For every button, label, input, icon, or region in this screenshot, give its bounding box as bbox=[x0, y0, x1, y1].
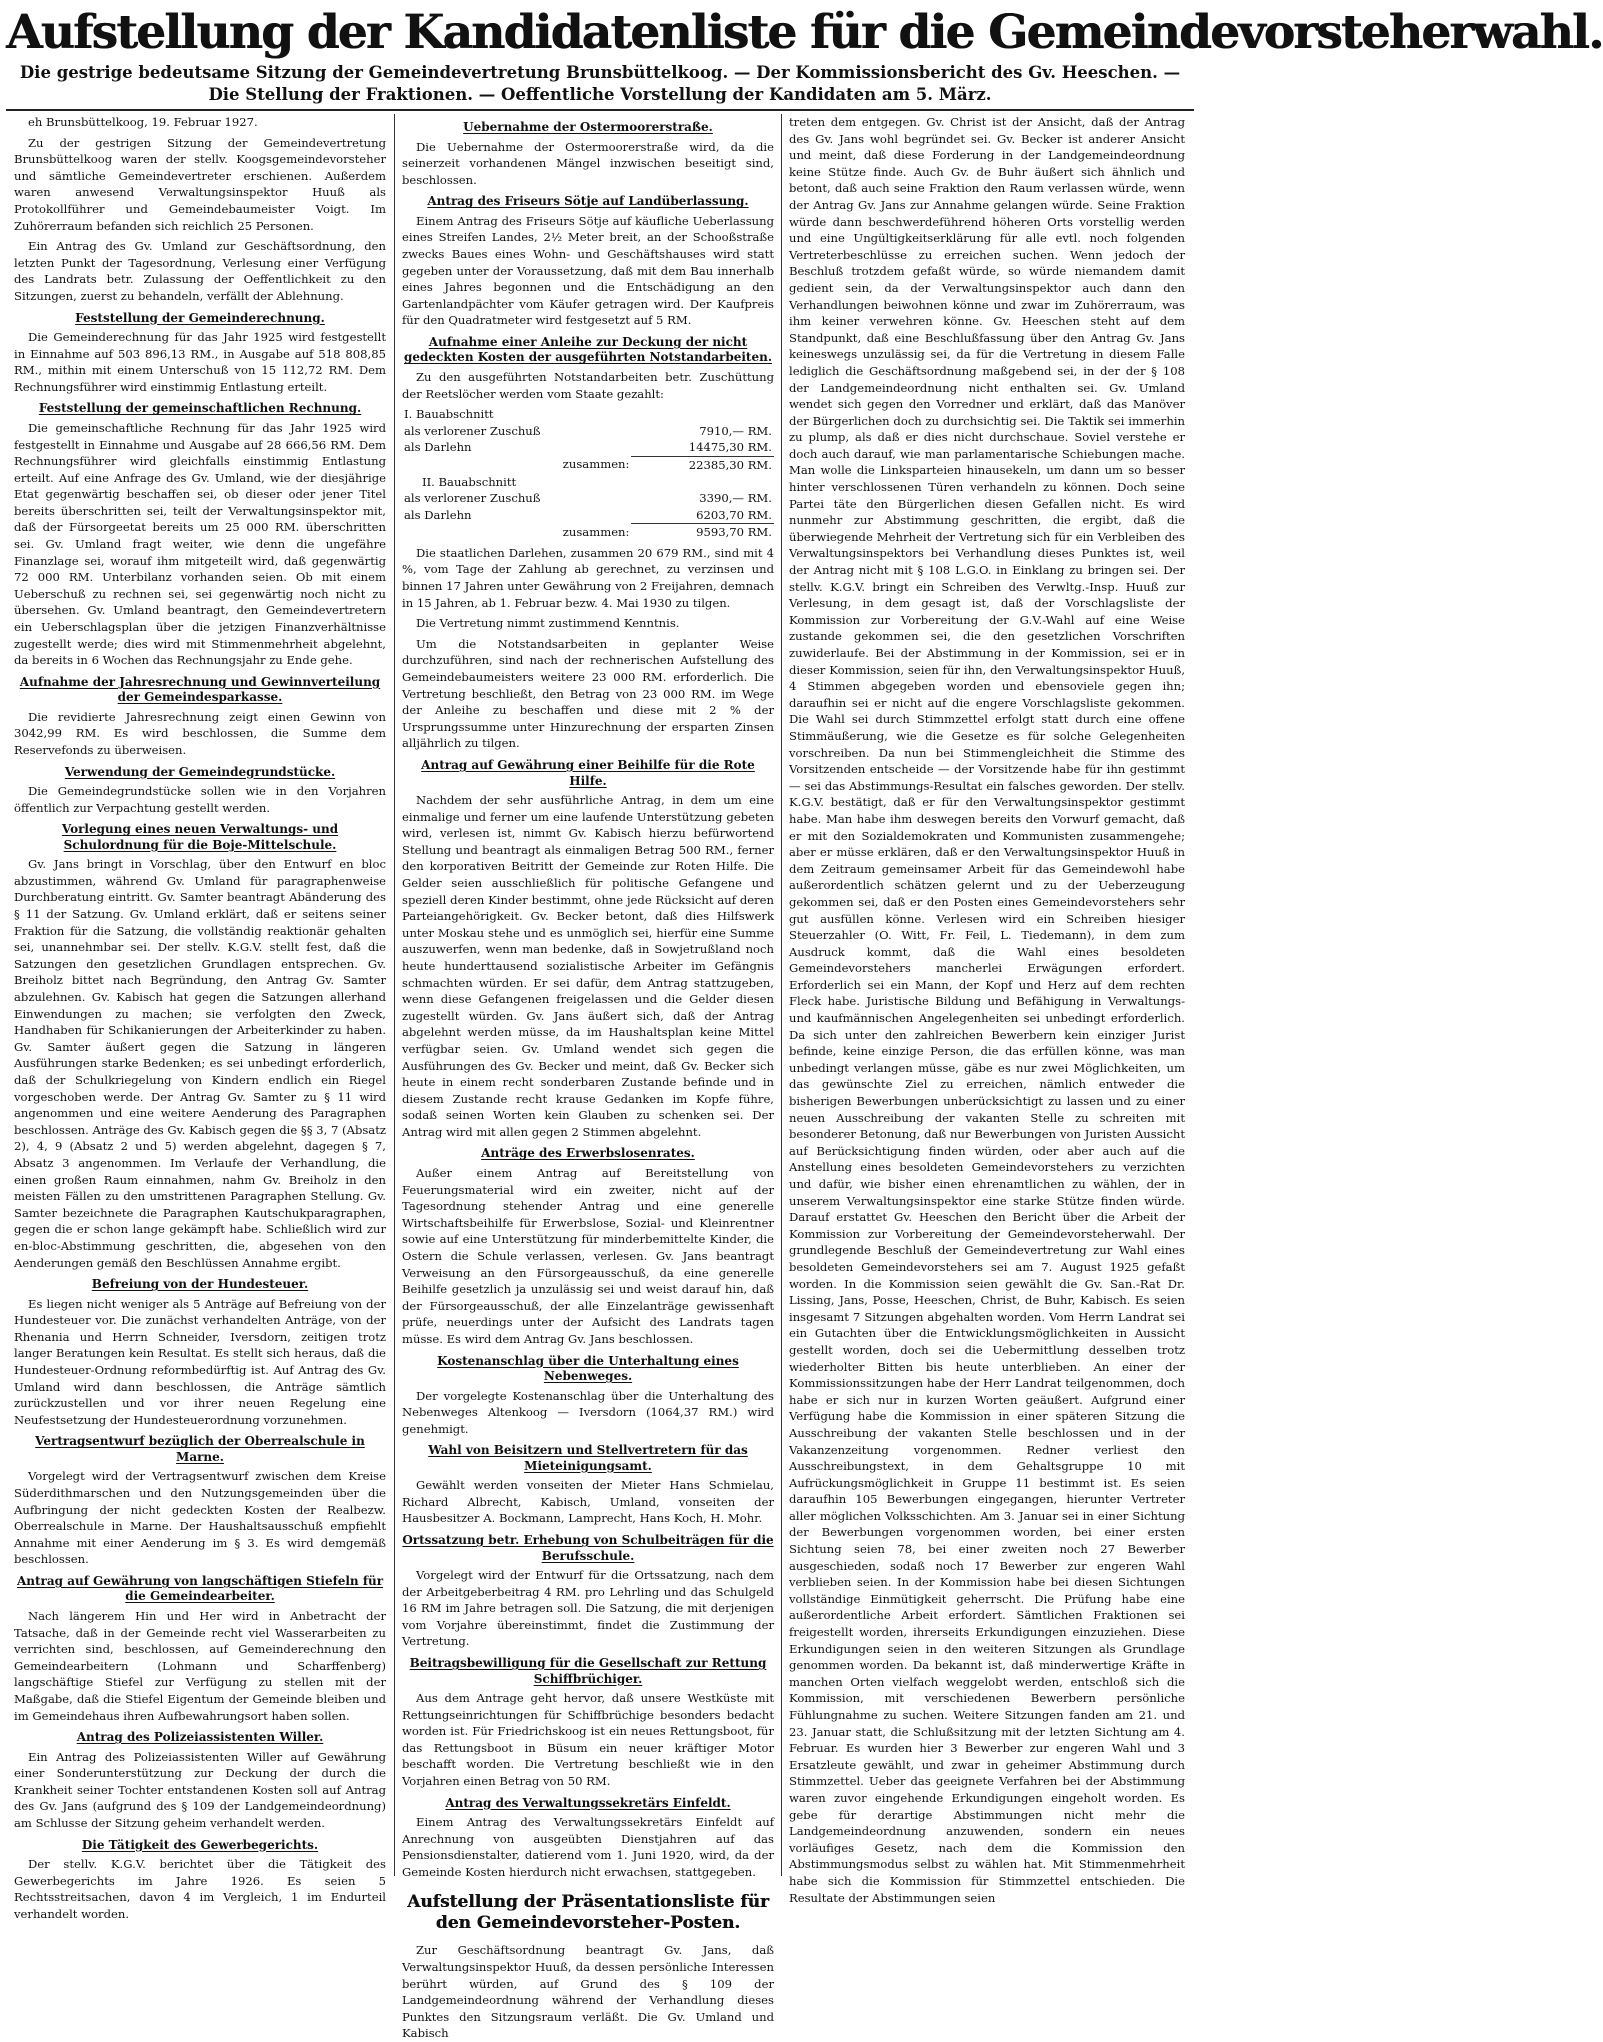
section-heading: Uebernahme der Ostermoorerstraße. bbox=[463, 120, 713, 134]
column-divider-1 bbox=[394, 114, 395, 1876]
section-heading: Die Tätigkeit des Gewerbegerichts. bbox=[81, 1837, 319, 1852]
paragraph: Nachdem der sehr ausführliche Antrag, in dem um eine einmalige und ferner um eine laufende Unterstützung gebeten wird, verlesen ist, nimmt Gv. Kabisch hierzu befürwortend Stellung und beantragt als einmaligen Betrag 500 RM., ferner den korporativen Beitritt der Gemeinde zur Roten Hilfe. Die Gelder seien ausschließlich für politische Gefangene und speziell deren Kinder bestimmt, ohne jede Rücksicht auf deren Parteiangehörigkeit. Gv. Becker betont, daß dies Hilfswerk unter Moskau stehe und es unmöglich sei, hierfür eine Summe auszuwerfen, wenn man bedenke, daß in Sowjetrußland noch heute hunderttausend sozialistische Arbeiter im Gefängnis schmachten würden. Er sei dafür, dem Antrag stattzugeben, wenn diese Gefangenen freigelassen und die Gelder diesen zugestellt würden. Gv. Jans äußert sich, daß der Antrag abgelehnt werden müsse, da im Haushaltsplan keine Mittel verfügbar seien. Gv. Umland wendet sich gegen die Ausführungen des Gv. Becker und meint, daß Gv. Becker sich heute in einem recht sonderbaren Zustande befinde und in diesem Zustande recht krause Gedanken im Kopfe führe, sodaß seinen Worten kein Glauben zu schenken sei. Der Antrag wird mit allen gegen 2 Stimmen abgelehnt. bbox=[402, 793, 774, 1139]
section-heading: Feststellung der Gemeinderechnung. bbox=[75, 310, 325, 325]
table-label: als verlorener Zuschuß bbox=[404, 423, 541, 438]
section-heading: Kostenanschlag über die Unterhaltung eines Nebenweges. bbox=[437, 1353, 739, 1383]
section-heading: Antrag des Verwaltungssekretärs Einfeldt. bbox=[445, 1795, 731, 1810]
dateline: eh Brunsbüttelkoog, 19. Februar 1927. bbox=[28, 115, 258, 129]
paragraph: Die Gemeinderechnung für das Jahr 1925 wird festgestellt in Einnahme auf 503 896,13 RM., in Ausgabe auf 518 808,85 RM., mithin mit einem Unterschuß von 15 112,72 RM. Dem Rechnungsführer wird einstimmig Entlastung erteilt. bbox=[14, 330, 386, 394]
section-heading: Vorlegung eines neuen Verwaltungs- und Schulordnung für die Boje-Mittelschule. bbox=[61, 822, 339, 852]
table-label: zusammen: bbox=[562, 457, 630, 472]
section-heading: Antrag des Polizeiassistenten Willer. bbox=[76, 1730, 324, 1745]
table-label: als verlorener Zuschuß bbox=[404, 491, 541, 506]
paragraph: Gewählt werden vonseiten der Mieter Hans Schmielau, Richard Albrecht, Kabisch, Umland, vonseiten der Hausbesitzer A. Bockmann, Lamprecht, Hans Koch, H. Mohr. bbox=[402, 1478, 774, 1526]
section-heading: Anträge des Erwerbslosenrates. bbox=[481, 1146, 695, 1161]
paragraph: Ein Antrag des Polizeiassistenten Willer auf Gewährung einer Sonderunterstützung zur Deckung der durch die Krankheit seiner Tochter entstandenen Kosten soll auf Antrag des Gv. Jans (aufgrund des § 109 der Landgemeindeordnung) am Schlusse der Sitzung geheim verhandelt werden. bbox=[14, 1749, 386, 1830]
column-divider-2 bbox=[781, 114, 782, 1876]
section-heading: Ortssatzung betr. Erhebung von Schulbeiträgen für die Berufsschule. bbox=[402, 1533, 774, 1563]
paragraph: Die Uebernahme der Ostermoorerstraße wird, da die seinerzeit vorhandenen Mängel inzwischen beseitigt sind, beschlossen. bbox=[402, 139, 774, 187]
paragraph: Einem Antrag des Verwaltungssekretärs Einfeldt auf Anrechnung von ausgeübten Dienstjahren auf das Pensionsdienstalter, datierend vom 1. Juni 1920, wird, da der Gemeinde Kosten hierdurch nicht erwachsen, stattgegeben. bbox=[402, 1815, 774, 1879]
paragraph: Die revidierte Jahresrechnung zeigt einen Gewinn von 3042,99 RM. Es wird beschlossen, die Summe dem Reservefonds zu überweisen. bbox=[14, 709, 386, 757]
column-3 bbox=[789, 114, 1185, 1905]
section-heading: Beitragsbewilligung für die Gesellschaft zur Rettung Schiffbrüchiger. bbox=[409, 1656, 767, 1686]
paragraph: treten dem entgegen. Gv. Christ ist der Ansicht, daß der Antrag des Gv. Jans wohl begründet sei. Gv. Becker ist anderer Ansicht und meint, daß diese Forderung in der Landgemeindeordnung keine Stütze finde. Auch Gv. de Buhr äußert sich ähnlich und betont, daß auch seine Fraktion den Raum verlassen würde, wenn der Antrag Gv. Jans zur Annahme gelangen würde. Seine Fraktion würde dann beschwerdeführend höheren Orts vorstellig werden und eine Ungültigkeitserklärung für alle evtl. noch folgenden Vertreterbeschlüsse zu erreichen suchen. Wenn jedoch der Beschluß trotzdem gefaßt würde, so würde niemandem damit gedient sein, da der Verwaltungsinspektor auch dann den Verhandlungen beiwohnen könne und zwar im Zuhörerraum, was ihm keiner verwehren könne. Gv. Heeschen steht auf dem Standpunkt, daß eine Beschlußfassung über den Antrag Gv. Jans keineswegs unzulässig sei, da für die Vertretung in diesem Falle lediglich die Geschäftsordnung maßgebend sei, in der der § 108 der Landgemeindeordnung nicht enthalten sei. Gv. Umland wendet sich gegen den Vorredner und erklärt, daß das Manöver der Bürgerlichen doch zu durchsichtig sei. Die Taktik sei immerhin zu plump, als daß er dies nicht durchschaue. Soviel verstehe er doch auch darauf, wie man parlamentarische Schiebungen mache. Man wolle die Linksparteien hinausekeln, um dann um so besser hinter verschlossenen Türen verhandeln zu können. Doch seine Partei täte den Bürgerlichen diesen Gefallen nicht. Es wird nunmehr zur Abstimmung geschritten, die ergibt, daß die überwiegende Mehrheit der Vertretung sich für ein Verbleiben des Verwaltungsinspektors bei Verhandlung dieses Punktes ist, weil der Antrag nicht mit § 108 L.G.O. in Einklang zu bringen sei. Der stellv. K.G.V. bringt ein Schreiben des Verwltg.-Insp. Huuß zur Verlesung, in dem gesagt ist, daß der Vorschlagsliste der Kommission zur Vorbereitung der G.V.-Wahl auf eine Weise zustande gekommen sei, die den gesetzlichen Vorschriften zuwiderlaufe. Bei der Abstimmung in der Kommission, sei er in dieser Kommission, seien für ihn, den Verwaltungsinspektor Huuß, 4 Stimmen abgegeben worden und ebensoviele gegen ihn; daraufhin sei er nicht auf die engere Vorschlagsliste gekommen. Die Wahl sei durch Stimmzettel erfolgt statt durch eine offene Stimmäußerung, wie die Gesetze es für solche Gelegenheiten vorschreiben. Da nun bei Stimmengleichheit die Stimme des Vorsitzenden entscheide — der Vorsitzende habe für ihn gestimmt — sei das Abstimmungs-Resultat ein falsches geworden. Der stellv. K.G.V. bestätigt, daß er für den Verwaltungsinspektor gestimmt habe. Man habe ihm deswegen bereits den Vorwurf gemacht, daß er mit den Sozialdemokraten und Kommunisten zusammengehe; aber er müsse erklären, daß er den Verwaltungsinspektor Huuß in dem Zeitraum gemeinsamer Arbeit für das Gemeindewohl habe außerordentlich schätzen gelernt und zu der Ueberzeugung gekommen sei, daß er den Posten eines Gemeindevorstehers sehr gut ausfüllen könne. Verlesen wird ein Schreiben hiesiger Steuerzahler (O. Witt, Fr. Feil, L. Tiedemann), in dem zum Ausdruck kommt, daß die Wahl eines besoldeten Gemeindevorstehers mancherlei Erwägungen erfordert. Erforderlich sei ein Mann, der Kopf und Herz auf dem rechten Fleck habe. Juristische Bildung und Befähigung in Verwaltungs- und kaufmännischen Angelegenheiten sei unbedingt erforderlich. Da sich unter den zahlreichen Bewerbern kein einziger Jurist befinde, keine einzige Person, die das erfüllen könne, was man unbedingt verlangen müsse, gäbe es nur zwei Möglichkeiten, um das gewünschte Ziel zu erreichen, nämlich entweder die bisherigen Bewerbungen unberücksichtigt zu lassen und zu einer neuen Ausschreibung der vakanten Stelle zu schreiten mit besonderer Betonung, daß nur Bewerbungen von Juristen Aussicht auf Berücksichtigung finden würden, oder aber auch auf die Anstellung eines besoldeten Gemeindevorstehers zu verzichten und dafür, wie bisher einen ehrenamtlichen zu wählen, der in unserem Verwaltungsinspektor eine starke Stütze finden würde. Darauf erstattet Gv. Heeschen den Bericht über die Arbeit der Kommission zur Vorbereitung der Gemeindevorsteherwahl. Der grundlegende Beschluß der Gemeindevertretung zur Wahl eines besoldeten Gemeindevorstehers sei am 7. August 1925 gefaßt worden. In die Kommission seien gewählt die Gv. San.-Rat Dr. Lissing, Jans, Posse, Heeschen, Christ, de Buhr, Kabisch. Es seien insgesamt 7 Sitzungen abgehalten worden. Vom Herrn Landrat sei ein Gutachten über die Entwicklungsmöglichkeiten in Aussicht gestellt worden, doch sei die Uebermittlung desselben trotz wiederholter Bitten bis heute unterblieben. An einer der Kommissionssitzungen habe der Herr Landrat teilgenommen, doch habe er sich nur in kurzen Worten geäußert. Aufgrund einer Verfügung habe die Kommission in einer späteren Sitzung die Ausschreibung der vakanten Stelle beschlossen und in der Vakanzenzeitung vorgenommen. Redner verliest den Ausschreibungstext, in dem Gehaltsgruppe 10 mit Aufrückungsmöglichkeit in Gruppe 11 bestimmt ist. Es seien daraufhin 105 Bewerbungen eingegangen, hierunter Vertreter aller möglichen Volksschichten. Am 3. Januar sei in einer Sichtung der Bewerbungen vorgenommen worden, bei einer ersten Sichtung seien 78, bei einer zweiten noch 27 Bewerber ausgeschieden, sodaß noch 17 Bewerber zur engeren Wahl verblieben seien. In der Kommission habe bei diesen Sichtungen vollständige Einmütigkeit geherrscht. Die Prüfung habe eine außerordentliche Arbeit erfordert. Sämtlichen Fraktionen sei freigestellt worden, ihrerseits Erkundigungen einzuziehen. Diese Erkundigungen seien in den weiteren Sitzungen als Grundlage genommen worden. Da bekannt ist, daß minderwertige Kräfte in manchen Orten vielfach weggelobt werden, entschloß sich die Kommission, mit verschiedenen Bewerbern persönliche Fühlungnahme zu suchen. Weitere Sitzungen fanden am 21. und 23. Januar statt, die Schlußsitzung mit der letzten Sichtung am 4. Februar. Es wurden hier 3 Bewerber zur engeren Wahl und 3 Ersatzleute gewählt, und zwar in geheimer Abstimmung durch Stimmzettel. Ueber das geeignete Verfahren bei der Abstimmung waren zuvor eingehende Erkundigungen eingeholt worden. Es gebe für derartige Abstimmungen nicht mehr die Landgemeindeordnung anzuwenden, sondern ein neues vorläufiges Gesetz, nach dem die Kommission den Abstimmungsmodus selbst zu wählen hat. Mit Stimmenmehrheit habe sich die Kommission für Stimmzettel entschieden. Die Resultate der Abstimmungen seien bbox=[789, 115, 1185, 1905]
funding-table bbox=[402, 406, 774, 541]
paragraph: Zu der gestrigen Sitzung der Gemeindevertretung Brunsbüttelkoog waren der stellv. Koogsgemeindevorsteher und sämtliche Gemeindevertreter erschienen. Außerdem waren anwesend Verwaltungsinspektor Huuß als Protokollführer und Gemeindebaumeister Voigt. Im Zuhörerraum befanden sich reichlich 25 Personen. bbox=[14, 135, 386, 233]
table-value: 9593,70 RM. bbox=[631, 524, 774, 541]
section-heading-large: Aufstellung der Präsentationsliste für den Gemeindevorsteher-Posten. bbox=[407, 1892, 769, 1934]
paragraph: Zu den ausgeführten Notstandarbeiten betr. Zuschüttung der Reetslöcher werden vom Staate gezahlt: bbox=[402, 369, 774, 401]
table-label: als Darlehn bbox=[404, 507, 472, 522]
section-heading: Antrag des Friseurs Sötje auf Landüberlassung. bbox=[427, 194, 749, 209]
section-heading: Feststellung der gemeinschaftlichen Rechnung. bbox=[38, 401, 362, 416]
paragraph: Ein Antrag des Gv. Umland zur Geschäftsordnung, den letzten Punkt der Tagesordnung, Verlesung einer Verfügung des Landrats betr. Zulassung der Oeffentlichkeit zu den Sitzungen, zuerst zu behandeln, verfällt der Ablehnung. bbox=[14, 239, 386, 303]
paragraph: Aus dem Antrage geht hervor, daß unsere Westküste mit Rettungseinrichtungen für Schiffbrüchige besonders bedacht worden ist. Für Friedrichskoog ist ein neues Rettungsboot, für das Rettungsboot in Büsum ein neuer kräftiger Motor beschafft worden. Die Vertretung beschließt wie in den Vorjahren einen Betrag von 50 RM. bbox=[402, 1691, 774, 1788]
paragraph: Der vorgelegte Kostenanschlag über die Unterhaltung des Nebenweges Altenkoog — Iversdorn (1064,37 RM.) wird genehmigt. bbox=[402, 1388, 774, 1436]
paragraph: Die Gemeindegrundstücke sollen wie in den Vorjahren öffentlich zur Verpachtung gestellt werden. bbox=[14, 784, 386, 815]
table-section-label: I. Bauabschnitt bbox=[404, 407, 494, 422]
paragraph: Der stellv. K.G.V. berichtet über die Tätigkeit des Gewerbegerichts im Jahre 1926. Es seien 5 Rechtsstreitsachen, davon 4 im Vergleich, 1 im Endurteil verhandelt worden. bbox=[14, 1857, 386, 1921]
paragraph: Vorgelegt wird der Vertragsentwurf zwischen dem Kreise Süderdithmarschen und den Nutzungsgemeinden über die Aufbringung der nicht gedeckten Kosten der Realbezw. Oberrealschule in Marne. Der Haushaltsausschuß empfiehlt Annahme mit einer Aenderung im § 3. Es wird demgemäß beschlossen. bbox=[14, 1469, 386, 1567]
section-heading: Antrag auf Gewährung einer Beihilfe für die Rote Hilfe. bbox=[421, 758, 755, 788]
headline: Aufstellung der Kandidatenliste für die Gemeindevorsteherwahl. bbox=[6, 5, 1603, 60]
table-value: 6203,70 RM. bbox=[696, 507, 772, 522]
paragraph: Um die Notstandsarbeiten in geplanter Weise durchzuführen, sind nach der rechnerischen Aufstellung des Gemeindebaumeisters weitere 23 000 RM. erforderlich. Die Vertretung beschließt, den Betrag von 23 000 RM. im Wege der Anleihe zu beschaffen und diese mit 2 % der Ursprungssumme unter Hinzurechnung der ersparten Zinsen alljährlich zu tilgen. bbox=[402, 636, 774, 751]
section-heading: Antrag auf Gewährung von langschäftigen Stiefeln für die Gemeindearbeiter. bbox=[16, 1573, 384, 1604]
paragraph: Zur Geschäftsordnung beantragt Gv. Jans, daß Verwaltungsinspektor Huuß, da dessen persönliche Interessen berührt würden, auf Grund des § 109 der Landgemeindeordnung während der Verhandlung dieses Punktes den Sitzungsraum verläßt. Die Gv. Umland und Kabisch bbox=[402, 1943, 774, 2041]
table-value: 7910,— RM. bbox=[699, 423, 772, 438]
paragraph: Einem Antrag des Friseurs Sötje auf käufliche Ueberlassung eines Streifen Landes, 2½ Meter breit, an der Schooßstraße zwecks Baues eines Wohn- und Geschäftshauses wird statt gegeben unter der Voraussetzung, daß mit dem Bau innerhalb eines Jahres begonnen und die Entschädigung an den Gartenlandpächter vom Käufer getragen wird. Der Kaufpreis für den Quadratmeter wird festgesetzt auf 5 RM. bbox=[402, 213, 774, 328]
paragraph: Gv. Jans bringt in Vorschlag, über den Entwurf en bloc abzustimmen, während Gv. Umland für paragraphenweise Durchberatung eintritt. Gv. Samter beantragt Abänderung des § 11 der Satzung. Gv. Umland erklärt, daß er seitens seiner Fraktion für die Satzung, die vollständig reaktionär gehalten sei, unannehmbar sei. Der stellv. K.G.V. stellt fest, daß die Satzungen den gesetzlichen Grundlagen entsprechen. Gv. Breiholz bittet nach Begründung, den Antrag Gv. Samter abzulehnen. Gv. Kabisch hat gegen die Satzungen allerhand Einwendungen zu machen; sie verfolgten den Zweck, Handhaben für Schikanierungen der Arbeiterkinder zu haben. Gv. Samter äußert gegen die Satzung in längeren Ausführungen starke Bedenken; es sei unbedingt erforderlich, daß der Schulkriegelung von Kindern endlich ein Riegel vorgeschoben werde. Der Antrag Gv. Samter zu § 11 wird angenommen und eine weitere Aenderung des Paragraphen beschlossen. Anträge des Gv. Kabisch gegen die §§ 3, 7 (Absatz 2), 4, 9 (Absatz 2 und 5) werden abgelehnt, dagegen § 7, Absatz 3 angenommen. Im Verlaufe der Verhandlung, die einen großen Raum einnahmen, nahm Gv. Breiholz in den meisten Fällen zu den umstrittenen Paragraphen Stellung. Gv. Samter bezeichnete die Paragraphen Kautschukparagraphen, gegen die er schon lange gekämpft habe. Schließlich wird zur en-bloc-Abstimmung geschritten, die, abgesehen von den Aenderungen gemäß den Beschlüssen Annahme ergibt. bbox=[14, 857, 386, 1270]
table-value: 22385,30 RM. bbox=[631, 456, 774, 473]
section-heading: Aufnahme einer Anleihe zur Deckung der nicht gedeckten Kosten der ausgeführten Notstandarbeiten. bbox=[403, 334, 773, 365]
paragraph: Die gemeinschaftliche Rechnung für das Jahr 1925 wird festgestellt in Einnahme und Ausgabe auf 28 666,56 RM. Dem Rechnungsführer wird gleichfalls einstimmig Entlastung erteilt. Auf eine Anfrage des Gv. Umland, wie der diesjährige Etat gegenwärtig beschaffen sei, ob dieser oder jener Titel bereits überschritten sei, teilt der Verwaltungsinspektor mit, daß der Fürsorgeetat bereits um 25 000 RM. überschritten sei. Gv. Umland fragt weiter, wie denn die ungefähre Finanzlage sei, worauf ihm mitgeteilt wird, daß gegenwärtig 72 000 RM. Unterbilanz vorhanden seien. Ob mit einem Ueberschuß zu rechnen sei, sei gegenwärtig noch nicht zu übersehen. Gv. Umland beantragt, den Gemeindevertretern ein Ueberschlagsplan über die jetzigen Finanzverhältnisse zugestellt werde; dies wird mit Stimmenmehrheit abgelehnt, da bereits in 6 Wochen das Rechnungsjahr zu Ende gehe. bbox=[14, 420, 386, 668]
table-label: als Darlehn bbox=[404, 440, 472, 455]
section-heading: Verwendung der Gemeindegrundstücke. bbox=[64, 764, 336, 779]
section-heading: Aufnahme der Jahresrechnung und Gewinnverteilung der Gemeindesparkasse. bbox=[19, 674, 381, 705]
table-section-label: II. Bauabschnitt bbox=[422, 474, 517, 489]
table-label: zusammen: bbox=[562, 524, 630, 539]
table-value: 14475,30 RM. bbox=[688, 440, 772, 455]
column-1 bbox=[14, 114, 386, 1921]
table-value: 3390,— RM. bbox=[699, 491, 772, 506]
section-heading: Vertragsentwurf bezüglich der Oberrealschule in Marne. bbox=[35, 1434, 365, 1464]
column-2 bbox=[402, 114, 774, 2041]
section-heading: Wahl von Beisitzern und Stellvertretern für das Mieteinigungsamt. bbox=[428, 1443, 748, 1473]
paragraph: Außer einem Antrag auf Bereitstellung von Feuerungsmaterial wird ein zweiter, nicht auf der Tagesordnung stehender Antrag und eine generelle Wirtschaftsbeihilfe für Erwerbslose, Sozial- und Kleinrentner sowie auf eine Unterstützung für minderbemittelte Kinder, die Ostern die Schule verlassen, verlesen. Gv. Jans beantragt Verweisung an den Fürsorgeausschuß, da eine generelle Beihilfe gesetzlich ja unzulässig sei und weist darauf hin, daß der Fürsorgeausschuß, der alle Einzelanträge gewissenhaft prüfe, neuerdings unter der Aufsicht des Landrats tagen müsse. Es wird dem Antrag Gv. Jans beschlossen. bbox=[402, 1165, 774, 1346]
paragraph: Es liegen nicht weniger als 5 Anträge auf Befreiung von der Hundesteuer vor. Die zunächst verhandelten Anträge, von der Rhenania und Herrn Schneider, Iversdorn, zeitigen trotz langer Beratungen kein Resultat. Es stellt sich heraus, daß die Hundesteuer-Ordnung reformbedürftig ist. Auf Antrag des Gv. Umland wird dann beschlossen, die Anträge sämtlich zurückzustellen und vor ihrer neuen Regelung eine Neufestsetzung der Hundesteuerordnung vorzunehmen. bbox=[14, 1296, 386, 1427]
paragraph: Vorgelegt wird der Entwurf für die Ortssatzung, nach dem der Arbeitgeberbeitrag 4 RM. pro Lehrling und das Schulgeld 16 RM im Jahre betragen soll. Die Satzung, die mit derjenigen vom Vorjahre übereinstimmt, findet die Zustimmung der Vertretung. bbox=[402, 1568, 774, 1649]
paragraph: Die Vertretung nimmt zustimmend Kenntnis. bbox=[416, 616, 680, 631]
header-rule bbox=[6, 109, 1194, 111]
paragraph: Nach längerem Hin und Her wird in Anbetracht der Tatsache, daß in der Gemeinde recht viel Wasserarbeiten zu verrichten sind, beschlossen, auf Gemeinderechnung den Gemeindearbeitern (Lohmann und Scharffenberg) langschäftige Stiefel zur Verfügung zu stellen mit der Maßgabe, daß die Stiefel Eigentum der Gemeinde bleiben und im Gemeindehaus ihren Aufbewahrungsort haben sollen. bbox=[14, 1608, 386, 1723]
subheadline: Die gestrige bedeutsame Sitzung der Gemeindevertretung Brunsbüttelkoog. — Der Kommissionsbericht des Gv. Heeschen. — Die Stellung der Fraktionen. — Oeffentliche Vorstellung der Kandidaten am 5. März. bbox=[19, 63, 1181, 104]
paragraph: Die staatlichen Darlehen, zusammen 20 679 RM., sind mit 4 %, vom Tage der Zahlung ab gerechnet, zu verzinsen und binnen 17 Jahren unter Gewährung von 2 Freijahren, demnach in 15 Jahren, ab 1. Februar bezw. 4. Mai 1930 zu tilgen. bbox=[402, 545, 774, 610]
section-heading: Befreiung von der Hundesteuer. bbox=[91, 1277, 309, 1292]
